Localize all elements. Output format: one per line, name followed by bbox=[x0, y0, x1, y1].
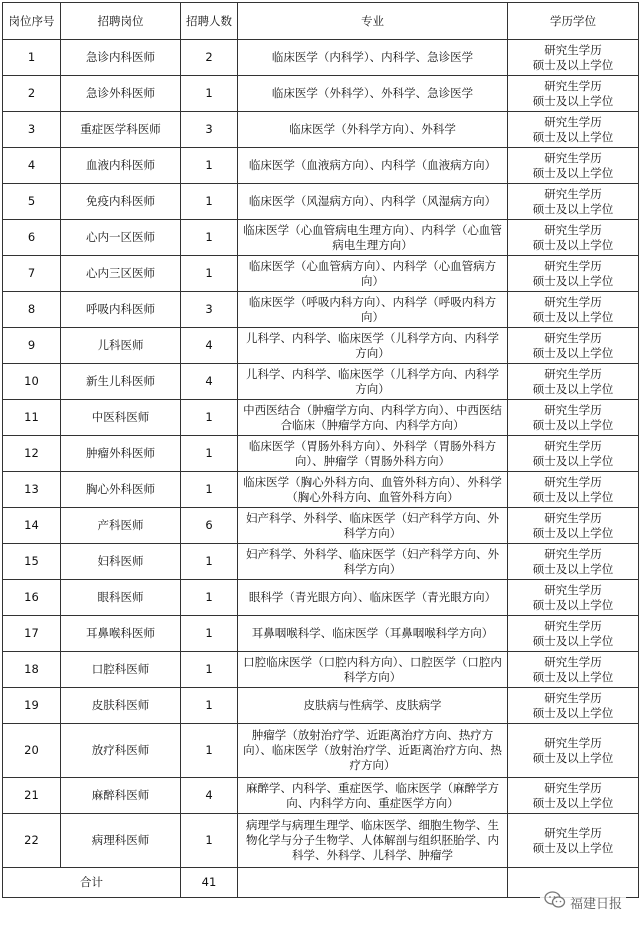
education-line: 研究生学历 bbox=[544, 294, 602, 309]
table-row bbox=[3, 76, 639, 112]
cell-education bbox=[508, 508, 639, 544]
cell-id: 2 bbox=[3, 76, 61, 112]
education-line: 硕士及以上学位 bbox=[532, 750, 614, 765]
education-line: 硕士及以上学位 bbox=[532, 345, 614, 360]
cell-id: 13 bbox=[3, 472, 61, 508]
education-line: 硕士及以上学位 bbox=[532, 795, 614, 810]
cell-major: 临床医学（呼吸内科方向）、内科学（呼吸内科方向） bbox=[238, 292, 508, 328]
cell-id: 9 bbox=[3, 328, 61, 364]
cell-major: 病理学与病理生理学、临床医学、细胞生物学、生物化学与分子生物学、人体解剖与组织胚胎学、内科学、外科学、儿科学、肿瘤学 bbox=[238, 814, 508, 868]
table-row bbox=[3, 400, 639, 436]
education-line: 研究生学历 bbox=[544, 42, 602, 57]
cell-education bbox=[508, 652, 639, 688]
cell-major: 临床医学（血液病方向）、内科学（血液病方向） bbox=[238, 148, 508, 184]
cell-major: 耳鼻咽喉科学、临床医学（耳鼻咽喉科学方向） bbox=[238, 616, 508, 652]
cell-education bbox=[508, 814, 639, 868]
cell-major: 麻醉学、内科学、重症医学、临床医学（麻醉学方向、内科学方向、重症医学方向） bbox=[238, 778, 508, 814]
cell-id: 20 bbox=[3, 724, 61, 778]
cell-count: 2 bbox=[181, 40, 238, 76]
cell-position: 病理科医师 bbox=[61, 814, 181, 868]
cell-position: 中医科医师 bbox=[61, 400, 181, 436]
education-line: 硕士及以上学位 bbox=[532, 309, 614, 324]
cell-position: 耳鼻喉科医师 bbox=[61, 616, 181, 652]
cell-id: 11 bbox=[3, 400, 61, 436]
wechat-icon bbox=[544, 891, 566, 913]
recruitment-table bbox=[2, 2, 639, 898]
cell-position: 儿科医师 bbox=[61, 328, 181, 364]
cell-education bbox=[508, 76, 639, 112]
cell-position: 口腔科医师 bbox=[61, 652, 181, 688]
education-line: 研究生学历 bbox=[544, 258, 602, 273]
education-line: 研究生学历 bbox=[544, 186, 602, 201]
education-line: 硕士及以上学位 bbox=[532, 165, 614, 180]
education-line: 研究生学历 bbox=[544, 474, 602, 489]
cell-major: 妇产科学、外科学、临床医学（妇产科学方向、外科学方向） bbox=[238, 544, 508, 580]
cell-education bbox=[508, 40, 639, 76]
education-line: 研究生学历 bbox=[544, 78, 602, 93]
cell-id: 3 bbox=[3, 112, 61, 148]
cell-major: 肿瘤学（放射治疗学、近距离治疗方向、热疗方向）、临床医学（放射治疗学、近距离治疗方向、热疗方向） bbox=[238, 724, 508, 778]
cell-count: 1 bbox=[181, 616, 238, 652]
cell-position: 胸心外科医师 bbox=[61, 472, 181, 508]
cell-major: 眼科学（青光眼方向）、临床医学（青光眼方向） bbox=[238, 580, 508, 616]
cell-position: 新生儿科医师 bbox=[61, 364, 181, 400]
education-line: 研究生学历 bbox=[544, 735, 602, 750]
cell-major: 儿科学、内科学、临床医学（儿科学方向、内科学方向） bbox=[238, 364, 508, 400]
table-row bbox=[3, 616, 639, 652]
education-line: 研究生学历 bbox=[544, 690, 602, 705]
cell-id: 15 bbox=[3, 544, 61, 580]
cell-education bbox=[508, 616, 639, 652]
cell-id: 10 bbox=[3, 364, 61, 400]
header-row bbox=[3, 3, 639, 40]
cell-count: 1 bbox=[181, 256, 238, 292]
header-id: 岗位序号 bbox=[3, 3, 61, 40]
cell-count: 1 bbox=[181, 184, 238, 220]
cell-position: 放疗科医师 bbox=[61, 724, 181, 778]
cell-education bbox=[508, 436, 639, 472]
cell-position: 麻醉科医师 bbox=[61, 778, 181, 814]
table-row bbox=[3, 544, 639, 580]
total-empty-major bbox=[238, 868, 508, 898]
cell-education bbox=[508, 400, 639, 436]
education-line: 硕士及以上学位 bbox=[532, 381, 614, 396]
cell-major: 临床医学（风湿病方向）、内科学（风湿病方向） bbox=[238, 184, 508, 220]
cell-education bbox=[508, 688, 639, 724]
education-line: 研究生学历 bbox=[544, 546, 602, 561]
header-count: 招聘人数 bbox=[181, 3, 238, 40]
cell-position: 妇科医师 bbox=[61, 544, 181, 580]
table-row bbox=[3, 184, 639, 220]
cell-count: 3 bbox=[181, 112, 238, 148]
education-line: 硕士及以上学位 bbox=[532, 453, 614, 468]
cell-id: 22 bbox=[3, 814, 61, 868]
cell-position: 呼吸内科医师 bbox=[61, 292, 181, 328]
cell-count: 4 bbox=[181, 328, 238, 364]
cell-id: 14 bbox=[3, 508, 61, 544]
education-line: 研究生学历 bbox=[544, 654, 602, 669]
cell-major: 临床医学（心血管病电生理方向）、内科学（心血管病电生理方向） bbox=[238, 220, 508, 256]
cell-count: 1 bbox=[181, 76, 238, 112]
total-count: 41 bbox=[181, 868, 238, 898]
education-line: 硕士及以上学位 bbox=[532, 489, 614, 504]
cell-major: 临床医学（外科学）、外科学、急诊医学 bbox=[238, 76, 508, 112]
cell-count: 3 bbox=[181, 292, 238, 328]
education-line: 研究生学历 bbox=[544, 780, 602, 795]
education-line: 硕士及以上学位 bbox=[532, 669, 614, 684]
header-major: 专业 bbox=[238, 3, 508, 40]
table-row bbox=[3, 688, 639, 724]
table-row bbox=[3, 256, 639, 292]
cell-education bbox=[508, 472, 639, 508]
table-row bbox=[3, 328, 639, 364]
education-line: 研究生学历 bbox=[544, 582, 602, 597]
cell-count: 6 bbox=[181, 508, 238, 544]
cell-position: 免疫内科医师 bbox=[61, 184, 181, 220]
cell-position: 急诊内科医师 bbox=[61, 40, 181, 76]
education-line: 硕士及以上学位 bbox=[532, 705, 614, 720]
education-line: 硕士及以上学位 bbox=[532, 525, 614, 540]
cell-education bbox=[508, 364, 639, 400]
cell-major: 中西医结合（肿瘤学方向、内科学方向）、中西医结合临床（肿瘤学方向、内科学方向） bbox=[238, 400, 508, 436]
cell-major: 儿科学、内科学、临床医学（儿科学方向、内科学方向） bbox=[238, 328, 508, 364]
cell-position: 心内三区医师 bbox=[61, 256, 181, 292]
education-line: 硕士及以上学位 bbox=[532, 129, 614, 144]
table-row bbox=[3, 436, 639, 472]
cell-count: 1 bbox=[181, 400, 238, 436]
cell-education bbox=[508, 184, 639, 220]
cell-major: 临床医学（胸心外科方向、血管外科方向）、外科学（胸心外科方向、血管外科方向） bbox=[238, 472, 508, 508]
header-position: 招聘岗位 bbox=[61, 3, 181, 40]
education-line: 硕士及以上学位 bbox=[532, 840, 614, 855]
education-line: 研究生学历 bbox=[544, 222, 602, 237]
education-line: 研究生学历 bbox=[544, 825, 602, 840]
education-line: 研究生学历 bbox=[544, 150, 602, 165]
education-line: 研究生学历 bbox=[544, 402, 602, 417]
cell-count: 1 bbox=[181, 814, 238, 868]
cell-education bbox=[508, 778, 639, 814]
table-row bbox=[3, 472, 639, 508]
cell-id: 12 bbox=[3, 436, 61, 472]
education-line: 研究生学历 bbox=[544, 618, 602, 633]
table-row bbox=[3, 580, 639, 616]
cell-id: 1 bbox=[3, 40, 61, 76]
cell-id: 21 bbox=[3, 778, 61, 814]
cell-position: 产科医师 bbox=[61, 508, 181, 544]
cell-position: 心内一区医师 bbox=[61, 220, 181, 256]
cell-position: 肿瘤外科医师 bbox=[61, 436, 181, 472]
cell-education bbox=[508, 292, 639, 328]
table-row bbox=[3, 508, 639, 544]
cell-education bbox=[508, 148, 639, 184]
education-line: 硕士及以上学位 bbox=[532, 273, 614, 288]
cell-count: 1 bbox=[181, 580, 238, 616]
cell-id: 6 bbox=[3, 220, 61, 256]
cell-count: 4 bbox=[181, 364, 238, 400]
cell-major: 临床医学（外科学方向）、外科学 bbox=[238, 112, 508, 148]
education-line: 硕士及以上学位 bbox=[532, 237, 614, 252]
table-row bbox=[3, 112, 639, 148]
cell-count: 1 bbox=[181, 436, 238, 472]
watermark-text: 福建日报 bbox=[569, 896, 622, 912]
cell-position: 急诊外科医师 bbox=[61, 76, 181, 112]
cell-education bbox=[508, 112, 639, 148]
cell-major: 临床医学（心血管病方向）、内科学（心血管病方向） bbox=[238, 256, 508, 292]
header-education: 学历学位 bbox=[508, 3, 639, 40]
education-line: 研究生学历 bbox=[544, 366, 602, 381]
table-row bbox=[3, 778, 639, 814]
cell-count: 1 bbox=[181, 688, 238, 724]
cell-id: 4 bbox=[3, 148, 61, 184]
cell-id: 19 bbox=[3, 688, 61, 724]
cell-position: 血液内科医师 bbox=[61, 148, 181, 184]
table-row bbox=[3, 148, 639, 184]
cell-count: 1 bbox=[181, 472, 238, 508]
cell-major: 临床医学（胃肠外科方向）、外科学（胃肠外科方向）、肿瘤学（胃肠外科方向） bbox=[238, 436, 508, 472]
cell-id: 18 bbox=[3, 652, 61, 688]
cell-id: 5 bbox=[3, 184, 61, 220]
education-line: 硕士及以上学位 bbox=[532, 93, 614, 108]
cell-education bbox=[508, 544, 639, 580]
cell-major: 皮肤病与性病学、皮肤病学 bbox=[238, 688, 508, 724]
table-body bbox=[3, 40, 639, 868]
table-row bbox=[3, 292, 639, 328]
cell-major: 口腔临床医学（口腔内科方向）、口腔医学（口腔内科学方向） bbox=[238, 652, 508, 688]
cell-major: 妇产科学、外科学、临床医学（妇产科学方向、外科学方向） bbox=[238, 508, 508, 544]
cell-count: 1 bbox=[181, 148, 238, 184]
watermark-badge bbox=[540, 889, 626, 915]
cell-id: 17 bbox=[3, 616, 61, 652]
cell-count: 1 bbox=[181, 724, 238, 778]
table-row bbox=[3, 40, 639, 76]
cell-id: 16 bbox=[3, 580, 61, 616]
cell-position: 眼科医师 bbox=[61, 580, 181, 616]
cell-count: 1 bbox=[181, 652, 238, 688]
education-line: 研究生学历 bbox=[544, 438, 602, 453]
cell-id: 8 bbox=[3, 292, 61, 328]
table-row bbox=[3, 814, 639, 868]
education-line: 硕士及以上学位 bbox=[532, 57, 614, 72]
cell-education bbox=[508, 256, 639, 292]
table-row bbox=[3, 220, 639, 256]
cell-education bbox=[508, 220, 639, 256]
table-row bbox=[3, 364, 639, 400]
cell-major: 临床医学（内科学）、内科学、急诊医学 bbox=[238, 40, 508, 76]
education-line: 研究生学历 bbox=[544, 330, 602, 345]
cell-count: 1 bbox=[181, 220, 238, 256]
education-line: 硕士及以上学位 bbox=[532, 417, 614, 432]
cell-count: 4 bbox=[181, 778, 238, 814]
education-line: 硕士及以上学位 bbox=[532, 201, 614, 216]
education-line: 研究生学历 bbox=[544, 114, 602, 129]
table-row bbox=[3, 652, 639, 688]
education-line: 研究生学历 bbox=[544, 510, 602, 525]
cell-position: 重症医学科医师 bbox=[61, 112, 181, 148]
education-line: 硕士及以上学位 bbox=[532, 561, 614, 576]
total-label: 合计 bbox=[3, 868, 181, 898]
cell-position: 皮肤科医师 bbox=[61, 688, 181, 724]
table-row bbox=[3, 724, 639, 778]
education-line: 硕士及以上学位 bbox=[532, 633, 614, 648]
education-line: 硕士及以上学位 bbox=[532, 597, 614, 612]
cell-count: 1 bbox=[181, 544, 238, 580]
cell-education bbox=[508, 328, 639, 364]
cell-id: 7 bbox=[3, 256, 61, 292]
cell-education bbox=[508, 724, 639, 778]
cell-education bbox=[508, 580, 639, 616]
